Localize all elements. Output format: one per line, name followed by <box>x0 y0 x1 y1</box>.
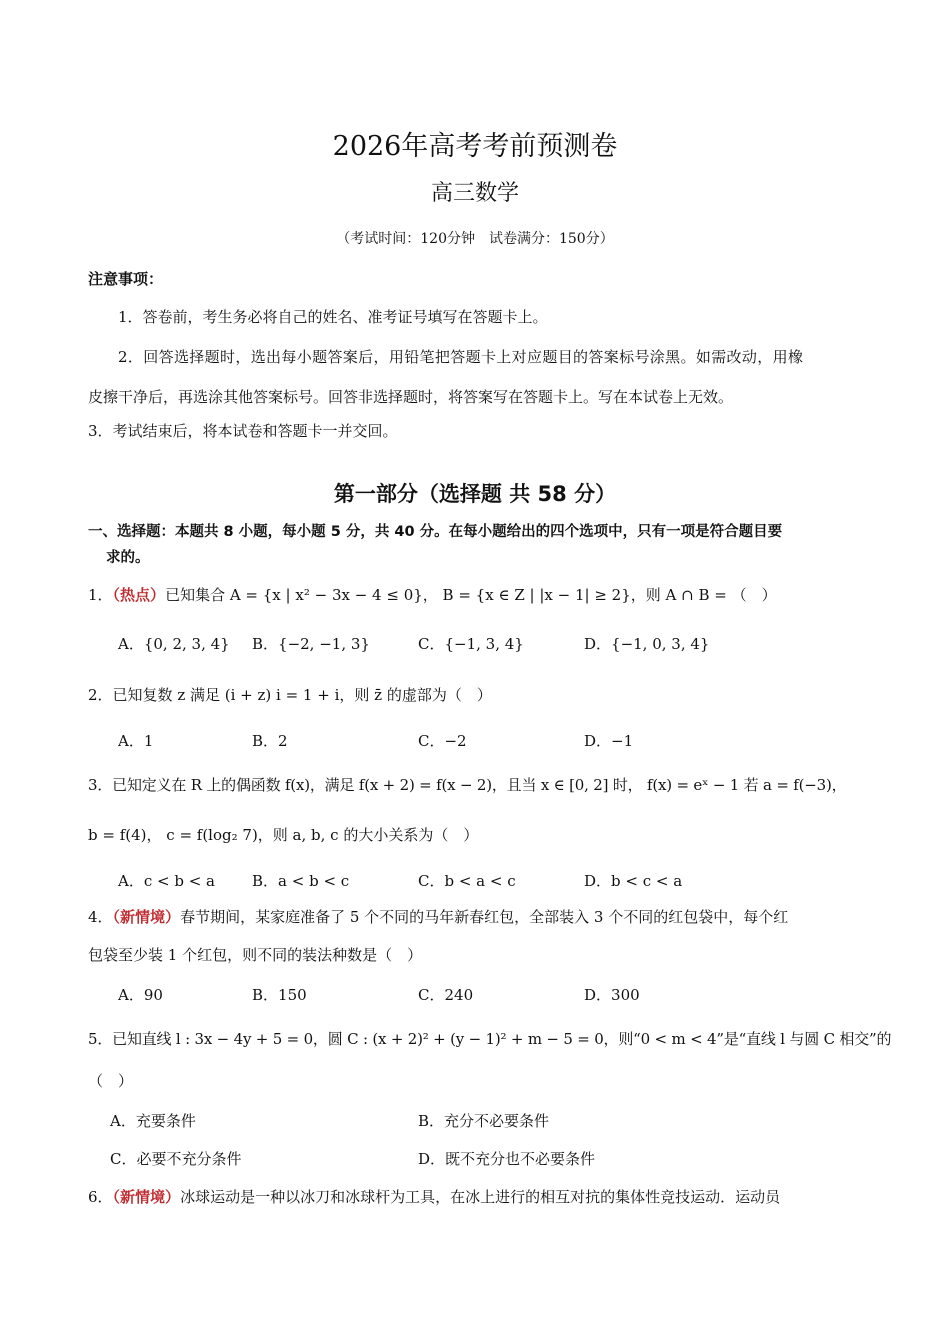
q3-option-c: C．b < a < c <box>418 872 516 890</box>
q5-option-b: B．充分不必要条件 <box>418 1112 550 1130</box>
question-4-line-1 <box>88 906 788 927</box>
question-stem: 春节期间，某家庭准备了 5 个不同的马年新春红包，全部装入 3 个不同的红包袋中，每个红 <box>180 908 789 926</box>
q1-option-d: D．{−1, 0, 3, 4} <box>584 635 710 653</box>
q2-option-a: A．1 <box>118 732 154 750</box>
q3-option-a: A．c < b < a <box>118 872 215 890</box>
question-1 <box>88 584 777 605</box>
question-number: 2． <box>88 686 113 704</box>
q1-option-a: A．{0, 2, 3, 4} <box>118 635 230 653</box>
q4-option-d: D．300 <box>584 986 640 1004</box>
notice-heading: 注意事项： <box>88 270 164 288</box>
q1-option-b: B．{−2, −1, 3} <box>252 635 370 653</box>
question-number: 3． <box>88 776 113 794</box>
question-6-line-1 <box>88 1186 780 1207</box>
q1-option-c: C．{−1, 3, 4} <box>418 635 524 653</box>
q4-option-a: A．90 <box>118 986 163 1004</box>
section-heading-line-2: 求的。 <box>106 550 150 566</box>
question-5-line-2: （ ） <box>88 1072 134 1090</box>
question-number: 1． <box>88 586 113 604</box>
q5-option-c: C．必要不充分条件 <box>110 1150 242 1168</box>
question-stem: 已知复数 z 满足 (i + z) i = 1 + i，则 z̄ 的虚部为（ ） <box>112 686 492 704</box>
question-3-line-2: b = f(4)， c = f(log₂ 7)，则 a, b, c 的大小关系为（ ） <box>88 826 479 844</box>
exam-subtitle: 高三数学 <box>430 181 519 206</box>
q3-option-d: D．b < c < a <box>584 872 683 890</box>
part-title: 第一部分（选择题 共 58 分） <box>333 482 617 506</box>
q5-option-a: A．充要条件 <box>110 1112 196 1130</box>
question-3-line-1 <box>88 774 846 795</box>
question-number: 6． <box>88 1188 113 1206</box>
question-2 <box>88 684 492 705</box>
question-tag: （新情境） <box>112 1188 181 1206</box>
q4-option-b: B．150 <box>252 986 307 1004</box>
question-tag: （新情境） <box>112 908 181 926</box>
question-stem: 冰球运动是一种以冰刀和冰球杆为工具，在冰上进行的相互对抗的集体性竞技运动．运动员 <box>180 1188 781 1206</box>
question-tag: （热点） <box>112 586 166 604</box>
exam-title: 2026年高考考前预测卷 <box>332 131 618 162</box>
question-stem: 已知定义在 R 上的偶函数 f(x)，满足 f(x + 2) = f(x − 2)，且当 x ∈ [0, 2] 时， f(x) = eˣ − 1 若 a = f(−3)， <box>112 776 847 794</box>
question-4-line-2: 包袋至少装 1 个红包，则不同的装法种数是（ ） <box>88 946 423 964</box>
notice-item-2-line-2: 皮擦干净后，再选涂其他答案标号。回答非选择题时，将答案写在答题卡上。写在本试卷上无效。 <box>88 388 734 406</box>
question-number: 5． <box>88 1030 113 1048</box>
section-heading-line-1: 一、选择题：本题共 8 小题，每小题 5 分，共 40 分。在每小题给出的四个选项中，只有一项是符合题目要 <box>88 524 783 540</box>
q2-option-c: C．−2 <box>418 732 467 750</box>
question-5-line-1 <box>88 1028 891 1049</box>
notice-item-1: 1．答卷前，考生务必将自己的姓名、准考证号填写在答题卡上。 <box>118 308 548 326</box>
q5-option-d: D．既不充分也不必要条件 <box>418 1150 596 1168</box>
notice-item-2-line-1: 2．回答选择题时，选出每小题答案后，用铅笔把答题卡上对应题目的答案标号涂黑。如需改动，用橡 <box>118 348 804 366</box>
notice-item-3: 3．考试结束后，将本试卷和答题卡一并交回。 <box>88 422 398 440</box>
question-stem: 已知集合 A = {x | x² − 3x − 4 ≤ 0}， B = {x ∈ Z | |x − 1| ≥ 2}，则 A ∩ B = （ ） <box>165 586 777 604</box>
q2-option-b: B．2 <box>252 732 288 750</box>
q3-option-b: B．a < b < c <box>252 872 350 890</box>
question-number: 4． <box>88 908 113 926</box>
q2-option-d: D．−1 <box>584 732 634 750</box>
question-stem: 已知直线 l : 3x − 4y + 5 = 0，圆 C : (x + 2)² + (y − 1)² + m − 5 = 0，则“0 < m < 4”是“直线 l 与圆 C 相交”的 <box>112 1030 892 1048</box>
q4-option-c: C．240 <box>418 986 474 1004</box>
exam-info: （考试时间：120分钟 试卷满分：150分） <box>336 231 614 247</box>
